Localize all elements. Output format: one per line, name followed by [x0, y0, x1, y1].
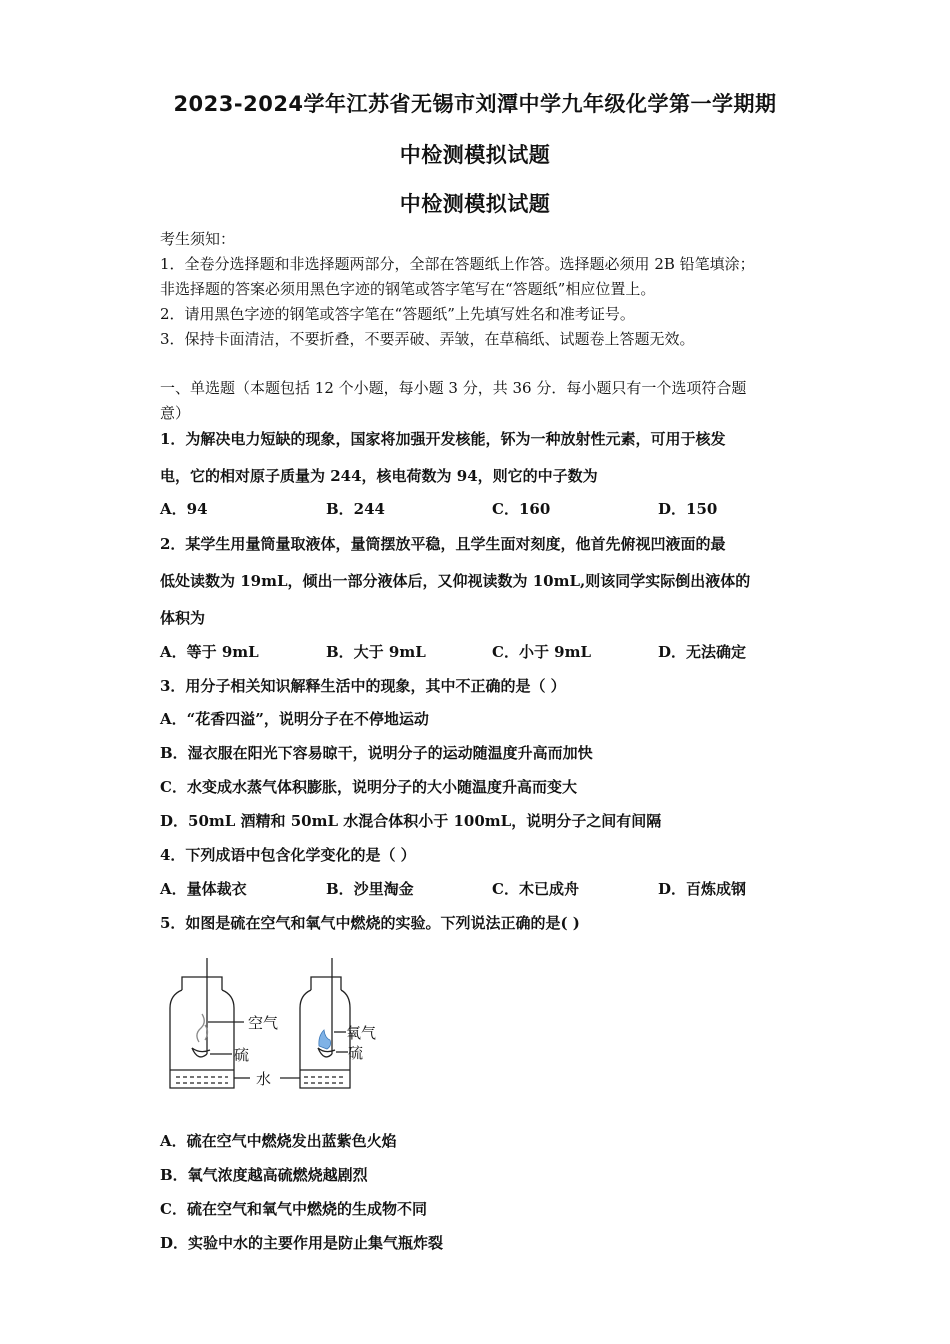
q5-option-b: B．氧气浓度越高硫燃烧越剧烈 — [160, 1166, 368, 1184]
label-sulfur-right: 硫 — [348, 1044, 364, 1062]
q3-option-a: A．“花香四溢”，说明分子在不停地运动 — [160, 710, 429, 728]
notice-line-1: 1．全卷分选择题和非选择题两部分，全部在答题纸上作答。选择题必须用 2B 铅笔填涂； — [160, 255, 755, 273]
q3-option-c: C．水变成水蒸气体积膨胀，说明分子的大小随温度升高而变大 — [160, 778, 577, 796]
q3-option-b: B．湿衣服在阳光下容易晾干，说明分子的运动随温度升高而加快 — [160, 744, 593, 762]
notice-line-2: 非选择题的答案必须用黑色字迹的钢笔或答字笔写在“答题纸”相应位置上。 — [160, 280, 656, 298]
q1-option-b: B．244 — [326, 500, 385, 518]
section-heading-2: 意） — [160, 404, 191, 422]
q1-option-c: C．160 — [492, 500, 551, 518]
title-line-1: 2023-2024学年江苏省无锡市刘潭中学九年级化学第一学期期 — [173, 92, 777, 116]
section-heading-1: 一、单选题（本题包括 12 个小题，每小题 3 分，共 36 分．每小题只有一个选项符合题 — [160, 379, 747, 397]
label-oxygen: 氧气 — [346, 1024, 377, 1042]
blue-flame-icon — [319, 1030, 331, 1049]
q5-stem: 5．如图是硫在空气和氧气中燃烧的实验。下列说法正确的是( ) — [160, 914, 580, 932]
label-sulfur-left: 硫 — [234, 1046, 250, 1064]
q4-option-b: B．沙里淘金 — [326, 880, 414, 898]
q2-option-d: D．无法确定 — [658, 643, 747, 661]
q5-option-d: D．实验中水的主要作用是防止集气瓶炸裂 — [160, 1234, 444, 1252]
q2-line-1: 2．某学生用量筒量取液体，量筒摆放平稳，且学生面对刻度，他首先俯视凹液面的最 — [160, 535, 726, 553]
notice-line-3: 2．请用黑色字迹的钢笔或答字笔在“答题纸”上先填写姓名和准考证号。 — [160, 305, 635, 323]
q1-line-1: 1．为解决电力短缺的现象，国家将加强开发核能，钚为一种放射性元素，可用于核发 — [160, 430, 726, 448]
q2-option-a: A．等于 9mL — [160, 643, 259, 661]
q5-option-a: A．硫在空气中燃烧发出蓝紫色火焰 — [160, 1132, 397, 1150]
q4-stem: 4．下列成语中包含化学变化的是（ ） — [160, 846, 416, 864]
q3-option-d: D．50mL 酒精和 50mL 水混合体积小于 100mL，说明分子之间有间隔 — [160, 812, 662, 830]
notice-line-4: 3．保持卡面清洁，不要折叠，不要弄破、弄皱，在草稿纸、试题卷上答题无效。 — [160, 330, 695, 348]
q2-line-2: 低处读数为 19mL，倾出一部分液体后，又仰视读数为 10mL,则该同学实际倒出液体的 — [160, 572, 751, 590]
q4-option-d: D．百炼成钢 — [658, 880, 747, 898]
q2-option-b: B．大于 9mL — [326, 643, 426, 661]
title-line-2: 中检测模拟试题 — [399, 143, 551, 167]
left-gas-jar — [170, 958, 250, 1088]
q3-stem: 3．用分子相关知识解释生活中的现象，其中不正确的是（ ） — [160, 677, 566, 695]
right-gas-jar — [280, 958, 350, 1088]
q1-option-d: D．150 — [658, 500, 718, 518]
q2-option-c: C．小于 9mL — [492, 643, 592, 661]
q1-line-2: 电，它的相对原子质量为 244，核电荷数为 94，则它的中子数为 — [160, 467, 598, 485]
q1-option-a: A．94 — [160, 500, 208, 518]
title-line-3: 中检测模拟试题 — [399, 192, 551, 216]
q4-option-c: C．木已成舟 — [492, 880, 579, 898]
label-water: 水 — [256, 1070, 272, 1088]
q5-option-c: C．硫在空气和氧气中燃烧的生成物不同 — [160, 1200, 427, 1218]
label-air: 空气 — [248, 1014, 279, 1032]
q4-option-a: A．量体裁衣 — [160, 880, 247, 898]
q2-line-3: 体积为 — [160, 609, 206, 627]
sulfur-combustion-figure — [160, 950, 410, 1095]
notice-heading: 考生须知： — [160, 230, 236, 248]
